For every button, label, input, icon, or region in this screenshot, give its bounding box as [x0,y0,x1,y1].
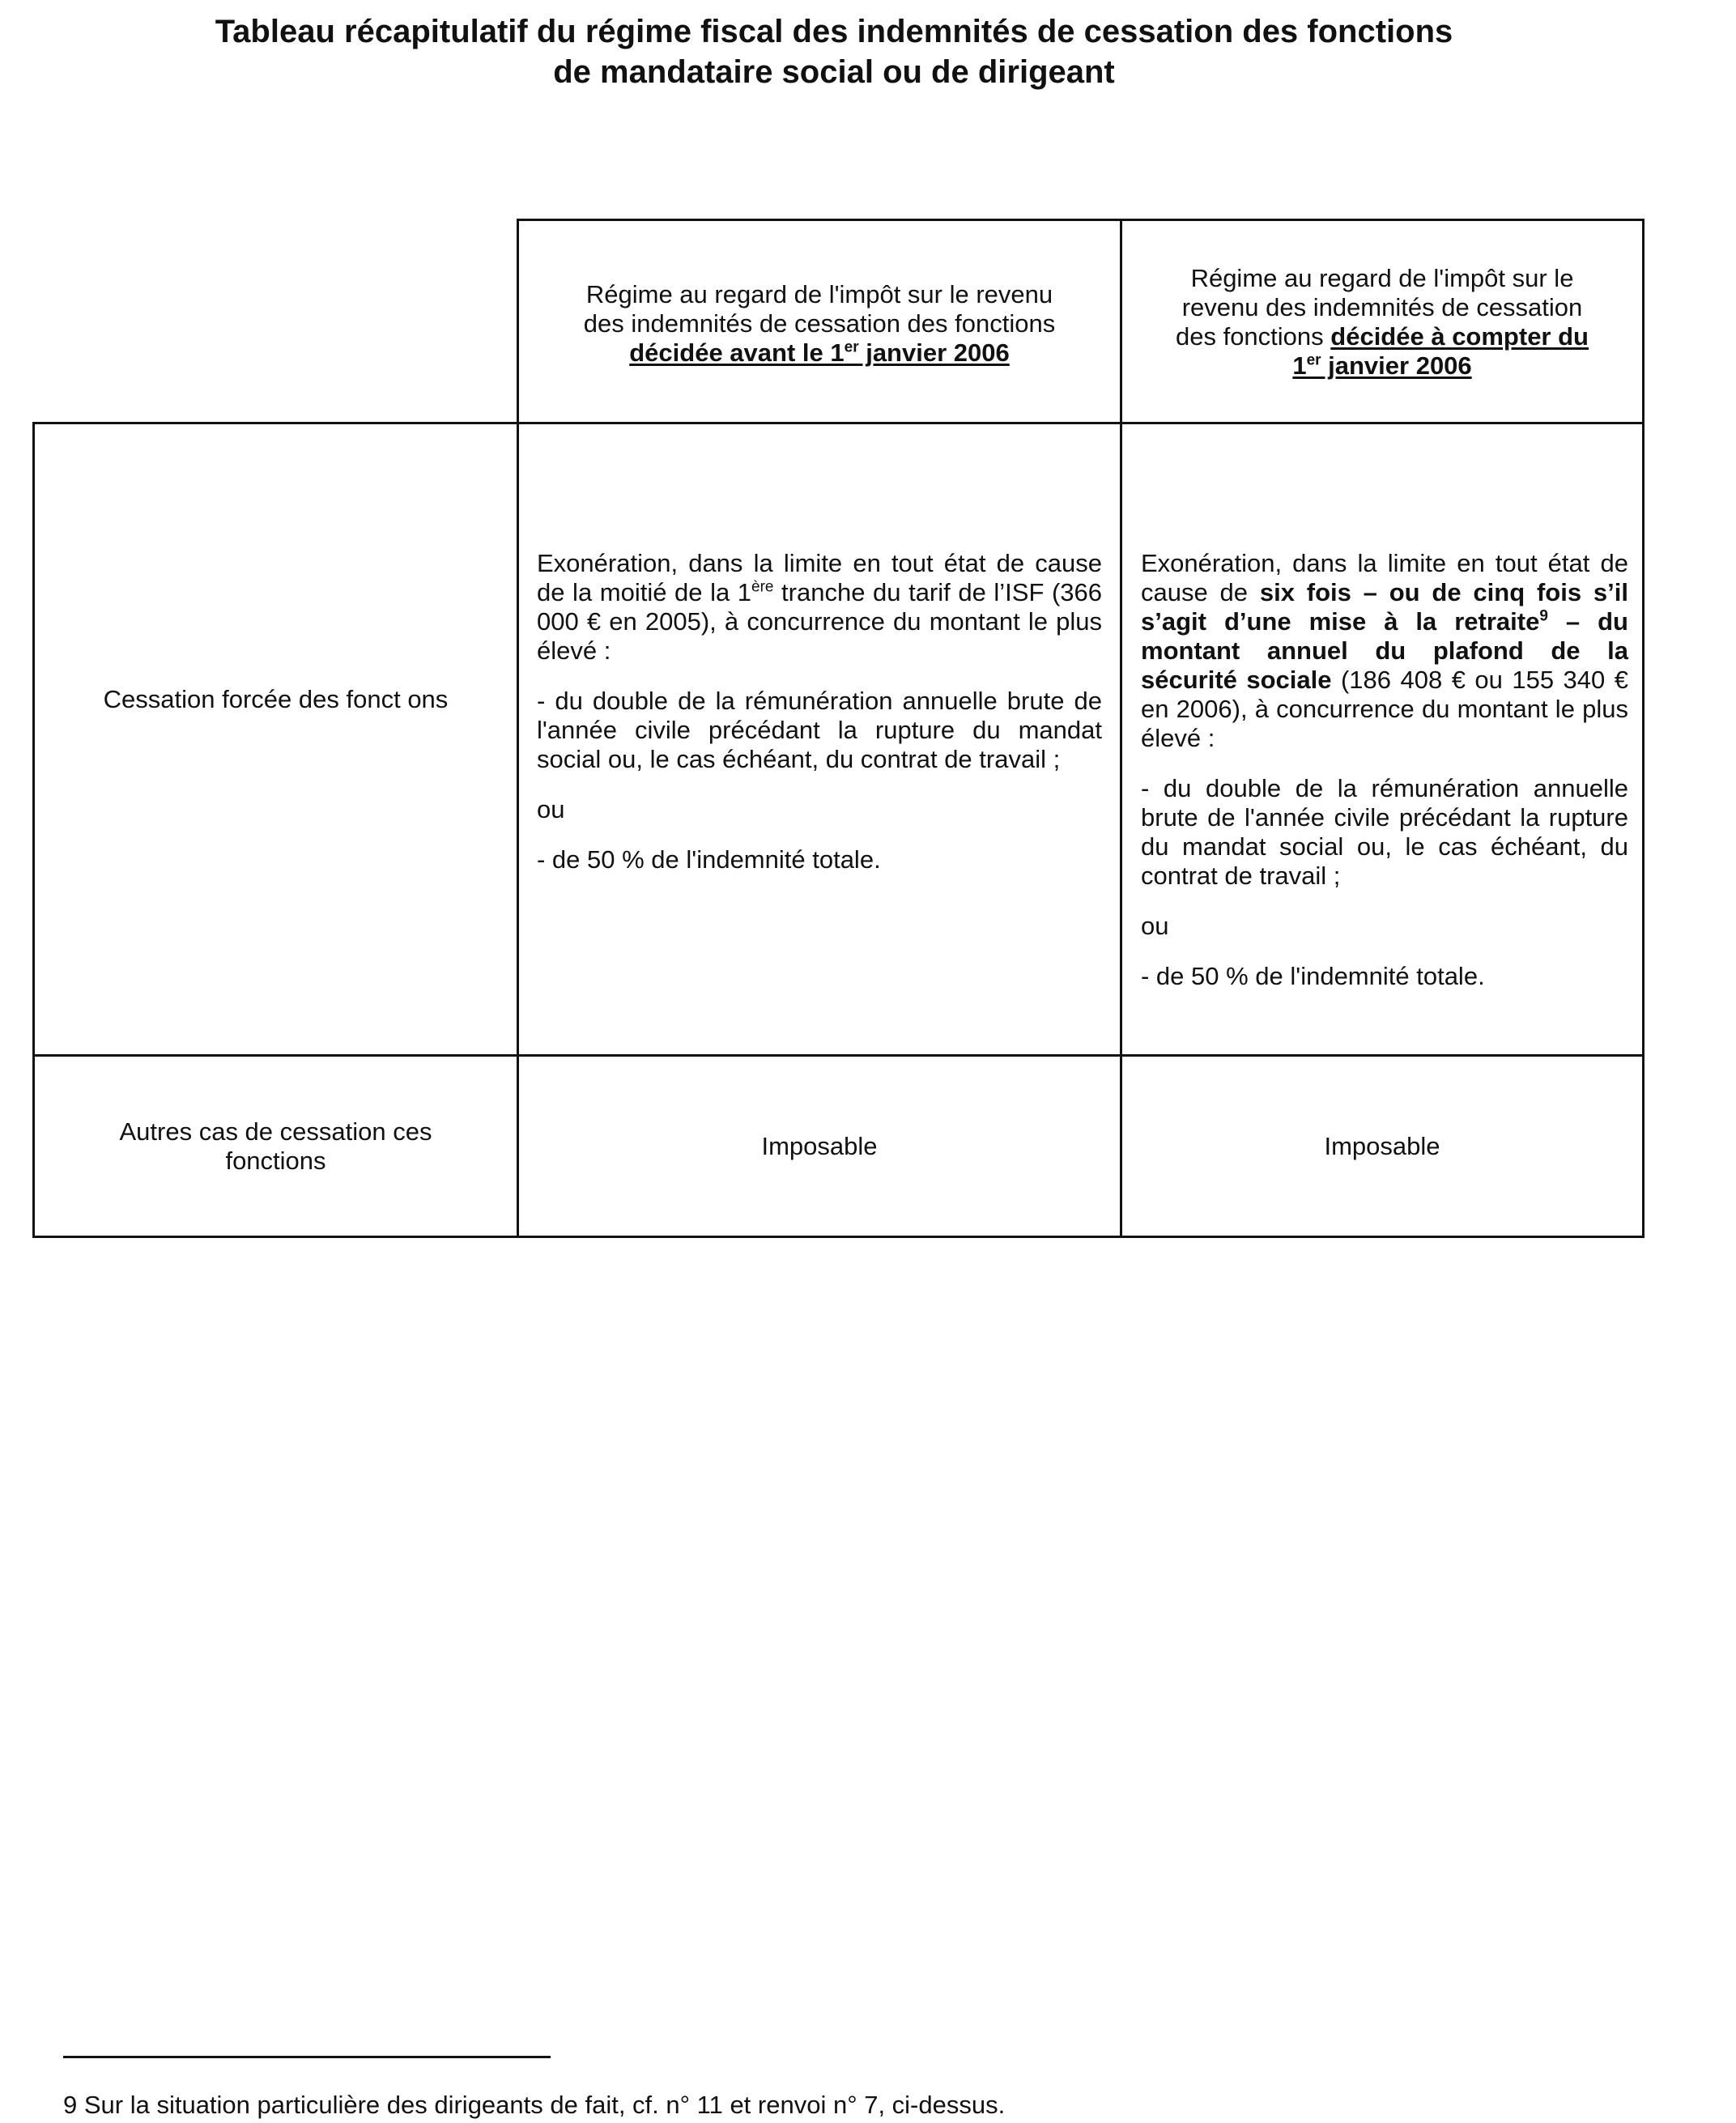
row1-col1-paragraph-fifty: - de 50 % de l'indemnité totale. [537,845,881,874]
header-col1-sup: er [844,338,859,356]
row1-col2-p1-start: Exonération, dans la limite en tout état de cause de [1141,549,1628,606]
header-col1-underlined [629,338,1009,367]
row1-col2-regime-from-2006 [1141,549,1628,1012]
row1-col1-paragraph-ou: ou [537,795,565,823]
row1-col1-paragraph-double: - du double de la rémunération annuelle brute de l'année civile précédant la rupture du mandat social ou, le cas échéant, du contrat de travail ; [537,687,1102,773]
header-col-from-2006 [1136,257,1628,387]
header-col1-date-year: janvier 2006 [858,338,1010,367]
row1-col1-p1-sup: ère [751,578,774,596]
title-line-1: Tableau récapitulatif du régime fiscal des indemnités de cessation des fonctions [215,14,1453,49]
row1-col1-regime-before-2006 [537,549,1102,896]
table-border-top-header [517,219,1645,221]
header-col2-date-number: 1 [1292,351,1307,380]
row1-col2-paragraph-exoneration [1141,549,1628,753]
table-border-right [1642,219,1645,1238]
row1-col1-p1-start: Exonération, dans la limite en tout état de cause de la moitié de la 1 [537,549,1102,606]
row1-col2-paragraph-double: - du double de la rémunération annuelle brute de l'année civile précédant la rupture du mandat social ou, le cas échéant, du contrat de travail ; [1141,774,1628,890]
header-col2-line3-plain: des fonctions [1175,322,1331,351]
header-col2-date-year: janvier 2006 [1321,351,1472,380]
header-col2-line2: revenu des indemnités de cessation [1181,293,1583,321]
header-col2-underlined-date [1292,351,1471,380]
footnote-separator [63,2056,551,2058]
header-col2-line1: Régime au regard de l'impôt sur le [1190,264,1574,292]
header-col1-line2: des indemnités de cessation des fonctions [583,309,1056,338]
row2-label-line1: Autres cas de cessation ces [119,1117,432,1146]
row2-col1-value [519,1057,1120,1236]
footnote-9: 9 Sur la situation particulière des dirigeants de fait, cf. n° 11 et renvoi n° 7, ci-dessus. [63,2091,1006,2119]
row2-col2-value [1122,1057,1642,1236]
table-border-bottom [32,1236,1645,1238]
row1-col2-paragraph-ou: ou [1141,912,1169,940]
row1-label-text: Cessation forcée des fonct ons [103,685,449,713]
row2-col1-text: Imposable [761,1131,878,1160]
header-col1-line1: Régime au regard de l'impôt sur le revenu [585,280,1053,308]
row-label-forced-cessation [35,424,517,975]
row1-col2-p1-bold-a: six fois – ou de cinq fois s’il s’agit d’une mise à la retraite [1141,578,1628,636]
header-col2-sup: er [1306,351,1321,369]
row1-col1-paragraph-exoneration [537,549,1102,666]
title-line-2: de mandataire social ou de dirigeant [553,54,1115,90]
header-col-before-2006 [534,271,1104,377]
row1-col2-p1-footnote-ref: 9 [1539,607,1548,625]
row-label-other-cases [35,1057,517,1236]
row1-col2-p1-end: (186 408 € ou 155 340 € en 2006), à concurrence du montant le plus élevé : [1141,666,1628,752]
row2-label-line2: fonctions [225,1146,326,1175]
row1-col2-paragraph-fifty: - de 50 % de l'indemnité totale. [1141,962,1485,990]
header-col2-line3-underlined: décidée à compter du [1330,322,1589,351]
row1-col1-p1-end: tranche du tarif de l’ISF (366 000 € en 2005), à concurrence du montant le plus élevé : [537,578,1102,665]
row2-col2-text: Imposable [1324,1131,1440,1160]
row1-col2-p1-bold-b: – du montant annuel du plafond de la sécurité sociale [1141,607,1628,694]
header-col1-date-text: décidée avant le 1 [629,338,845,367]
